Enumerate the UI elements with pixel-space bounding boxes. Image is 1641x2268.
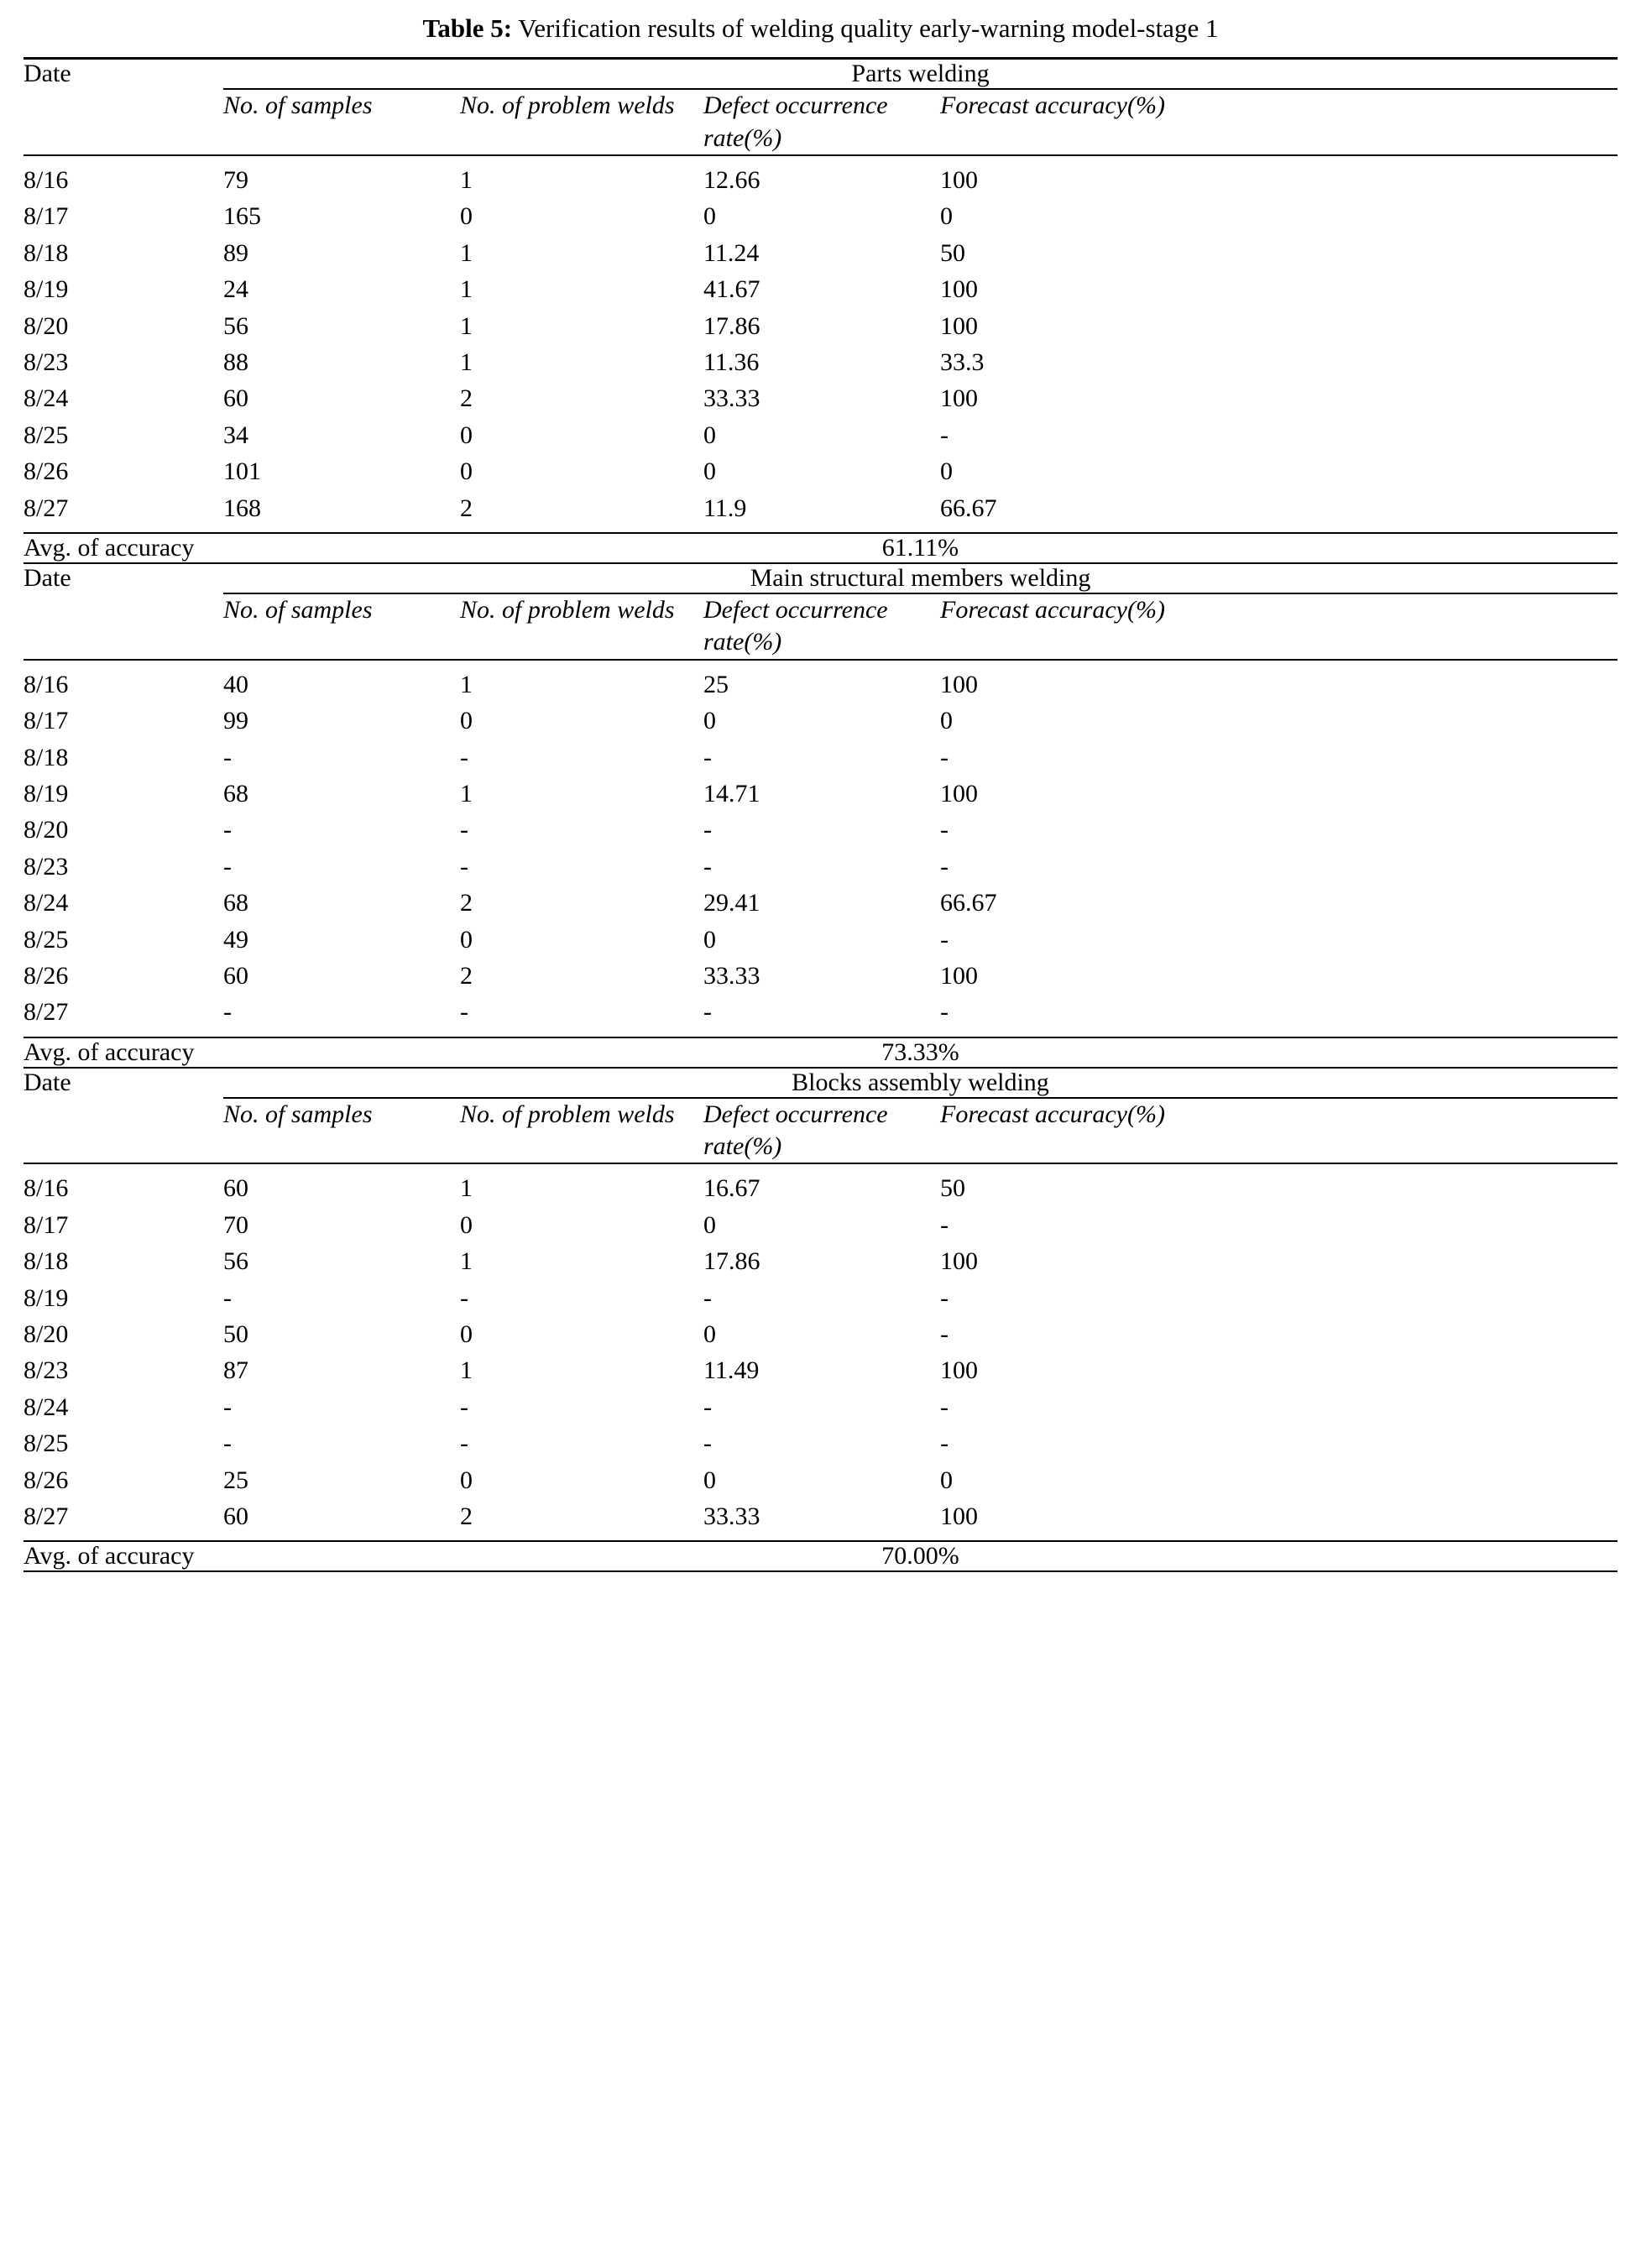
cell-samples: 99: [223, 707, 248, 735]
cell-defect-rate: 12.66: [703, 166, 760, 195]
cell-problem-welds: 0: [460, 1466, 473, 1494]
cell-samples: 70: [223, 1210, 248, 1239]
cell-date: 8/18: [24, 238, 69, 267]
subheader-row: [24, 89, 1617, 154]
column-header-defect-rate: Defect occurrence rate(%): [703, 91, 888, 152]
table-row: [24, 739, 1617, 776]
column-header-date: Date: [24, 563, 71, 592]
group-header-row: [24, 1068, 1617, 1097]
table-row: [24, 1389, 1617, 1425]
cell-problem-welds: 1: [460, 275, 473, 304]
table-caption: [24, 7, 1617, 57]
table-row: [24, 660, 1617, 703]
cell-defect-rate: 0: [703, 1210, 716, 1239]
cell-samples: 68: [223, 779, 248, 807]
cell-samples: 56: [223, 311, 248, 340]
table-row: [24, 922, 1617, 958]
cell-date: 8/25: [24, 1429, 69, 1458]
cell-forecast-accuracy: 66.67: [940, 889, 997, 917]
table-row: [24, 1352, 1617, 1388]
cell-samples: 60: [223, 1174, 248, 1203]
cell-date: 8/26: [24, 457, 69, 486]
cell-forecast-accuracy: -: [940, 743, 949, 771]
cell-date: 8/20: [24, 816, 69, 844]
table-row: [24, 417, 1617, 453]
average-accuracy-row: [24, 1037, 1617, 1068]
cell-samples: -: [223, 1393, 232, 1421]
cell-samples: 101: [223, 457, 261, 486]
cell-samples: 49: [223, 925, 248, 954]
table-row: [24, 994, 1617, 1037]
cell-forecast-accuracy: 100: [940, 384, 978, 413]
cell-problem-welds: -: [460, 816, 468, 844]
cell-forecast-accuracy: -: [940, 925, 949, 954]
cell-problem-welds: 2: [460, 384, 473, 413]
subheader-spacer: [24, 593, 223, 659]
average-accuracy-value: 73.33%: [223, 1037, 1617, 1068]
cell-date: 8/17: [24, 1210, 69, 1239]
cell-date: 8/25: [24, 925, 69, 954]
cell-samples: -: [223, 743, 232, 771]
table-row: [24, 849, 1617, 885]
cell-problem-welds: -: [460, 1283, 468, 1312]
cell-samples: 68: [223, 889, 248, 917]
cell-date: 8/26: [24, 1466, 69, 1494]
cell-date: 8/27: [24, 1502, 69, 1530]
group-title: Parts welding: [223, 59, 1617, 89]
table-caption-text: Verification results of welding quality early-warning model-stage 1: [518, 13, 1219, 43]
column-header-samples: No. of samples: [223, 1100, 373, 1128]
column-header-problem-welds: No. of problem welds: [460, 595, 675, 624]
cell-problem-welds: 1: [460, 311, 473, 340]
group-title: Blocks assembly welding: [792, 1068, 1049, 1096]
subheader-spacer: [24, 1098, 223, 1163]
cell-defect-rate: 0: [703, 202, 716, 231]
cell-date: 8/23: [24, 1356, 69, 1385]
cell-problem-welds: 1: [460, 670, 473, 698]
cell-defect-rate: 14.71: [703, 779, 760, 807]
cell-problem-welds: 0: [460, 202, 473, 231]
cell-samples: 60: [223, 1502, 248, 1530]
column-header-forecast-accuracy: Forecast accuracy(%): [940, 1100, 1165, 1128]
cell-samples: -: [223, 816, 232, 844]
table-row: [24, 958, 1617, 994]
cell-forecast-accuracy: 0: [940, 457, 953, 486]
cell-samples: 168: [223, 494, 261, 522]
cell-problem-welds: 2: [460, 1502, 473, 1530]
cell-problem-welds: 1: [460, 779, 473, 807]
average-accuracy-label: Avg. of accuracy: [24, 1541, 223, 1571]
cell-date: 8/26: [24, 961, 69, 990]
cell-forecast-accuracy: -: [940, 998, 949, 1027]
cell-samples: 89: [223, 238, 248, 267]
table-row: [24, 1498, 1617, 1541]
cell-defect-rate: 11.9: [703, 494, 747, 522]
cell-problem-welds: 0: [460, 457, 473, 486]
cell-defect-rate: 16.67: [703, 1174, 760, 1203]
cell-samples: -: [223, 852, 232, 881]
cell-problem-welds: 2: [460, 961, 473, 990]
cell-defect-rate: 0: [703, 925, 716, 954]
cell-forecast-accuracy: 100: [940, 1356, 978, 1385]
cell-forecast-accuracy: 50: [940, 238, 965, 267]
cell-problem-welds: 1: [460, 238, 473, 267]
cell-defect-rate: 29.41: [703, 889, 760, 917]
cell-problem-welds: 1: [460, 1174, 473, 1203]
cell-samples: 56: [223, 1247, 248, 1276]
cell-forecast-accuracy: -: [940, 852, 949, 881]
cell-problem-welds: -: [460, 1429, 468, 1458]
cell-samples: 88: [223, 348, 248, 377]
cell-forecast-accuracy: 100: [940, 275, 978, 304]
cell-date: 8/18: [24, 743, 69, 771]
cell-forecast-accuracy: -: [940, 1429, 949, 1458]
column-header-defect-rate: Defect occurrence rate(%): [703, 1100, 888, 1161]
cell-defect-rate: 17.86: [703, 311, 760, 340]
cell-defect-rate: 11.49: [703, 1356, 760, 1385]
cell-samples: 40: [223, 670, 248, 698]
cell-forecast-accuracy: 100: [940, 166, 978, 195]
cell-samples: -: [223, 998, 232, 1027]
cell-samples: 25: [223, 1466, 248, 1494]
cell-forecast-accuracy: 0: [940, 1466, 953, 1494]
subheader-row: [24, 1098, 1617, 1163]
cell-forecast-accuracy: -: [940, 1283, 949, 1312]
verification-results-table: [24, 57, 1617, 1572]
cell-date: 8/24: [24, 384, 69, 413]
cell-samples: -: [223, 1283, 232, 1312]
cell-problem-welds: 0: [460, 707, 473, 735]
cell-forecast-accuracy: -: [940, 1393, 949, 1421]
table-row: [24, 1163, 1617, 1206]
cell-defect-rate: -: [703, 1393, 712, 1421]
cell-defect-rate: -: [703, 743, 712, 771]
cell-problem-welds: -: [460, 852, 468, 881]
cell-date: 8/24: [24, 1393, 69, 1421]
cell-problem-welds: 2: [460, 494, 473, 522]
average-accuracy-value: 61.11%: [223, 533, 1617, 563]
cell-defect-rate: 41.67: [703, 275, 760, 304]
average-accuracy-value: 70.00%: [223, 1541, 1617, 1571]
cell-samples: 50: [223, 1320, 248, 1349]
cell-date: 8/17: [24, 202, 69, 231]
column-header-forecast-accuracy: Forecast accuracy(%): [940, 595, 1165, 624]
column-header-date: Date: [24, 1068, 71, 1096]
column-header-defect-rate: Defect occurrence rate(%): [703, 595, 888, 656]
group-header-row: [24, 59, 1617, 89]
cell-date: 8/27: [24, 998, 69, 1027]
cell-forecast-accuracy: 50: [940, 1174, 965, 1203]
cell-samples: -: [223, 1429, 232, 1458]
cell-forecast-accuracy: -: [940, 421, 949, 449]
table-row: [24, 812, 1617, 848]
cell-problem-welds: 0: [460, 1320, 473, 1349]
cell-date: 8/24: [24, 889, 69, 917]
table-row: [24, 1462, 1617, 1498]
cell-problem-welds: 1: [460, 1247, 473, 1276]
cell-defect-rate: 33.33: [703, 961, 760, 990]
cell-problem-welds: 2: [460, 889, 473, 917]
cell-defect-rate: 0: [703, 1466, 716, 1494]
table-row: [24, 1425, 1617, 1461]
table-row: [24, 490, 1617, 533]
table-row: [24, 1207, 1617, 1243]
cell-defect-rate: 17.86: [703, 1247, 760, 1276]
column-header-date: Date: [24, 59, 223, 89]
cell-date: 8/23: [24, 348, 69, 377]
table-row: [24, 235, 1617, 271]
table-row: [24, 776, 1617, 812]
cell-date: 8/19: [24, 275, 69, 304]
cell-date: 8/16: [24, 166, 69, 195]
table-row: [24, 1316, 1617, 1352]
cell-forecast-accuracy: 66.67: [940, 494, 997, 522]
cell-defect-rate: -: [703, 1283, 712, 1312]
table-row: [24, 271, 1617, 307]
cell-samples: 24: [223, 275, 248, 304]
cell-problem-welds: 1: [460, 1356, 473, 1385]
cell-date: 8/25: [24, 421, 69, 449]
subheader-row: [24, 593, 1617, 659]
table-row: [24, 344, 1617, 380]
average-accuracy-label: Avg. of accuracy: [24, 1037, 223, 1068]
column-header-forecast-accuracy: Forecast accuracy(%): [940, 91, 1165, 120]
subheader-spacer: [24, 89, 223, 154]
cell-problem-welds: 1: [460, 348, 473, 377]
cell-samples: 60: [223, 961, 248, 990]
cell-defect-rate: 33.33: [703, 384, 760, 413]
cell-problem-welds: 0: [460, 1210, 473, 1239]
cell-defect-rate: 0: [703, 707, 716, 735]
cell-date: 8/19: [24, 779, 69, 807]
cell-forecast-accuracy: 100: [940, 961, 978, 990]
cell-date: 8/16: [24, 670, 69, 698]
cell-forecast-accuracy: 100: [940, 779, 978, 807]
cell-problem-welds: 1: [460, 166, 473, 195]
table-row: [24, 380, 1617, 416]
cell-forecast-accuracy: -: [940, 1210, 949, 1239]
cell-date: 8/23: [24, 852, 69, 881]
cell-defect-rate: 11.36: [703, 348, 760, 377]
cell-samples: 79: [223, 166, 248, 195]
cell-defect-rate: 0: [703, 421, 716, 449]
cell-defect-rate: -: [703, 816, 712, 844]
cell-defect-rate: 0: [703, 1320, 716, 1349]
cell-forecast-accuracy: 0: [940, 707, 953, 735]
table-row: [24, 1280, 1617, 1316]
table-row: [24, 1243, 1617, 1279]
cell-samples: 34: [223, 421, 248, 449]
column-header-samples: No. of samples: [223, 91, 373, 120]
average-accuracy-label: Avg. of accuracy: [24, 533, 223, 563]
cell-defect-rate: -: [703, 1429, 712, 1458]
average-accuracy-row: [24, 533, 1617, 563]
cell-forecast-accuracy: 33.3: [940, 348, 985, 377]
cell-forecast-accuracy: -: [940, 816, 949, 844]
cell-date: 8/18: [24, 1247, 69, 1276]
cell-forecast-accuracy: 100: [940, 311, 978, 340]
cell-problem-welds: -: [460, 998, 468, 1027]
cell-samples: 165: [223, 202, 261, 231]
table-row: [24, 155, 1617, 198]
cell-date: 8/17: [24, 707, 69, 735]
cell-defect-rate: 0: [703, 457, 716, 486]
cell-samples: 60: [223, 384, 248, 413]
table-row: [24, 703, 1617, 739]
group-header-row: [24, 563, 1617, 593]
cell-problem-welds: -: [460, 1393, 468, 1421]
cell-defect-rate: 25: [703, 670, 729, 698]
column-header-problem-welds: No. of problem welds: [460, 1100, 675, 1128]
cell-forecast-accuracy: 100: [940, 670, 978, 698]
cell-defect-rate: 33.33: [703, 1502, 760, 1530]
cell-forecast-accuracy: 100: [940, 1247, 978, 1276]
average-accuracy-row: [24, 1541, 1617, 1571]
cell-problem-welds: 0: [460, 421, 473, 449]
cell-forecast-accuracy: 100: [940, 1502, 978, 1530]
group-title: Main structural members welding: [750, 563, 1091, 592]
cell-date: 8/20: [24, 1320, 69, 1349]
table-row: [24, 198, 1617, 234]
cell-defect-rate: 11.24: [703, 238, 760, 267]
cell-samples: 87: [223, 1356, 248, 1385]
cell-defect-rate: -: [703, 852, 712, 881]
column-header-problem-welds: No. of problem welds: [460, 91, 675, 120]
cell-problem-welds: 0: [460, 925, 473, 954]
table-row: [24, 308, 1617, 344]
column-header-samples: No. of samples: [223, 595, 373, 624]
cell-date: 8/16: [24, 1174, 69, 1203]
table-caption-label: Table 5:: [422, 13, 513, 43]
table-row: [24, 453, 1617, 489]
cell-date: 8/20: [24, 311, 69, 340]
cell-problem-welds: -: [460, 743, 468, 771]
cell-forecast-accuracy: 0: [940, 202, 953, 231]
cell-defect-rate: -: [703, 998, 712, 1027]
cell-date: 8/19: [24, 1283, 69, 1312]
table-row: [24, 885, 1617, 921]
cell-date: 8/27: [24, 494, 69, 522]
cell-forecast-accuracy: -: [940, 1320, 949, 1349]
